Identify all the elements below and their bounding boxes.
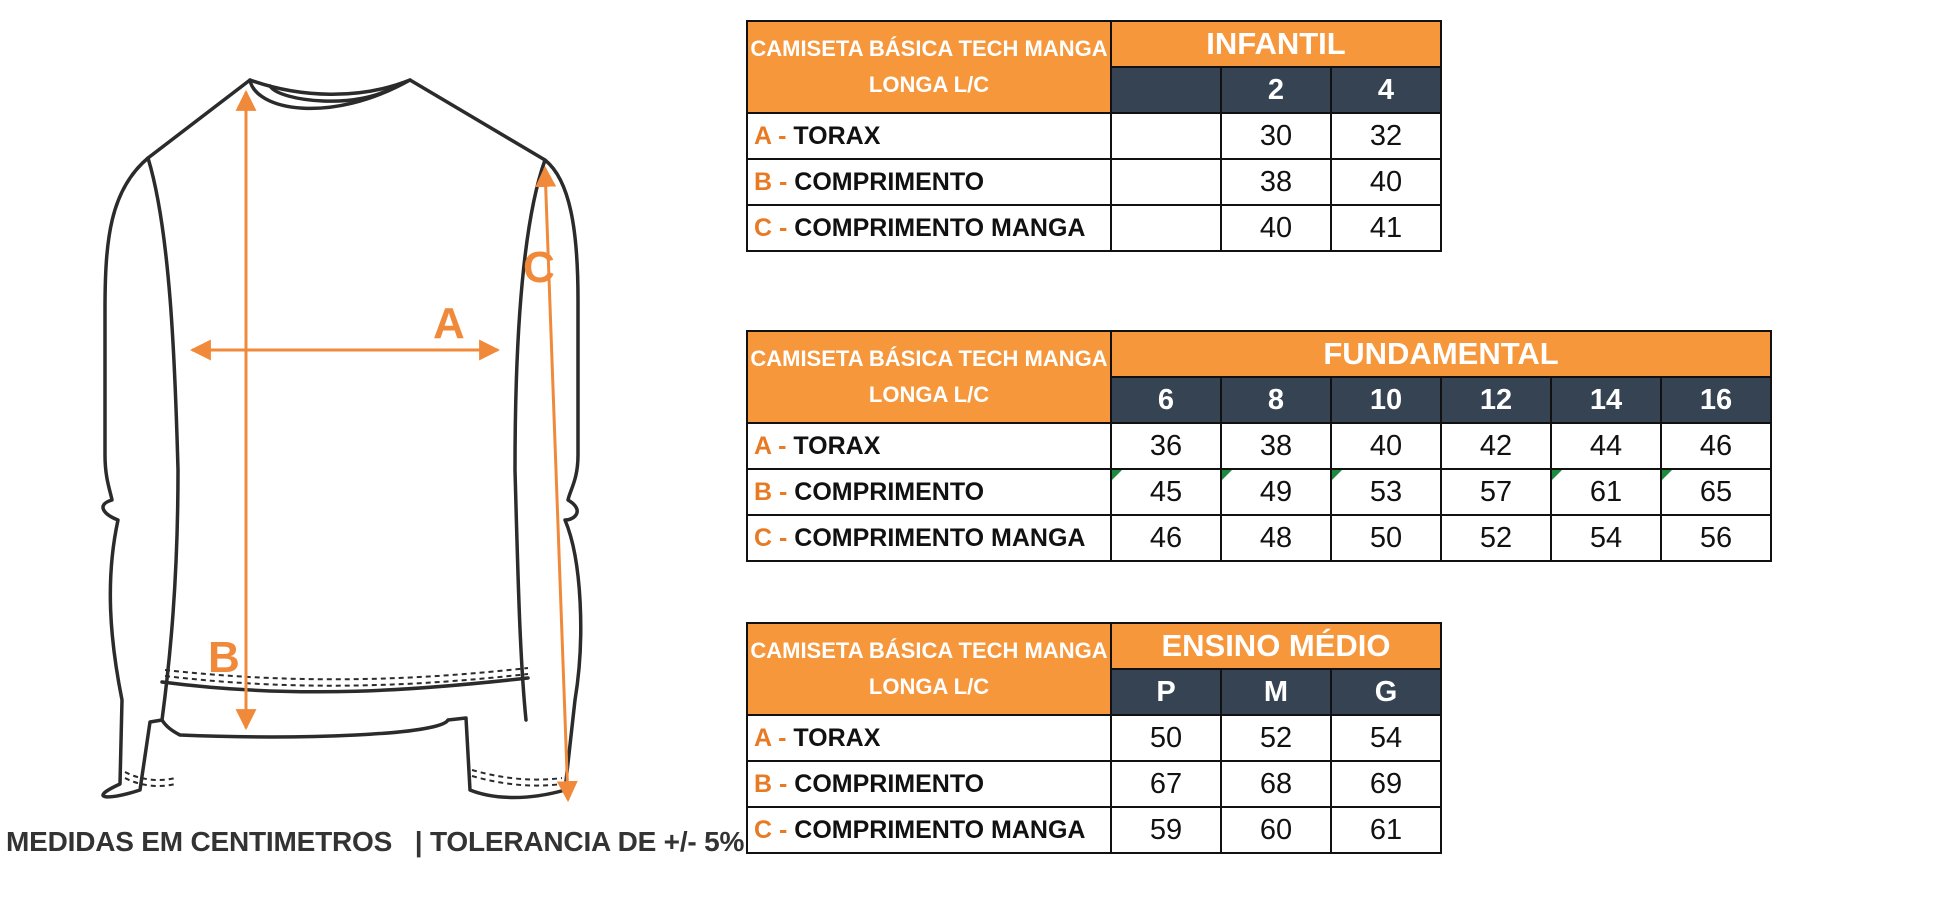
size-header: 8 <box>1221 377 1331 423</box>
measure-name: TORAX <box>793 723 881 752</box>
value-cell: 54 <box>1551 515 1661 561</box>
value-cell: 59 <box>1111 807 1221 853</box>
value-cell: 68 <box>1221 761 1331 807</box>
measure-letter: C - <box>754 213 788 242</box>
value-cell: 53 <box>1331 469 1441 515</box>
measure-letter: A - <box>754 431 787 460</box>
measure-letter: A - <box>754 121 787 150</box>
measure-letter: B - <box>754 769 788 798</box>
measure-label <box>747 715 1111 761</box>
measure-label <box>747 423 1111 469</box>
value-cell: 46 <box>1661 423 1771 469</box>
value-cell: 42 <box>1441 423 1551 469</box>
product-name-line2: LONGA L/C <box>868 674 990 699</box>
group-header: ENSINO MÉDIO <box>1111 623 1441 669</box>
measure-label <box>747 515 1111 561</box>
measurement-note: MEDIDAS EM CENTIMETROS | TOLERANCIA DE +/- 5% <box>6 826 745 857</box>
value-cell: 30 <box>1221 113 1331 159</box>
size-header <box>1111 67 1221 113</box>
label-b: B <box>208 633 240 682</box>
measure-letter: B - <box>754 477 788 506</box>
size-header: 16 <box>1661 377 1771 423</box>
measure-name: COMPRIMENTO <box>794 769 985 798</box>
table-row <box>747 159 1441 205</box>
value-cell: 65 <box>1661 469 1771 515</box>
label-c: C <box>523 243 555 292</box>
measure-letter: A - <box>754 723 787 752</box>
value-cell: 60 <box>1221 807 1331 853</box>
value-cell: 40 <box>1331 159 1441 205</box>
size-header: 14 <box>1551 377 1661 423</box>
product-name-line2: LONGA L/C <box>868 72 990 97</box>
value-cell: 52 <box>1221 715 1331 761</box>
value-cell: 44 <box>1551 423 1661 469</box>
value-cell: 38 <box>1221 423 1331 469</box>
value-cell: 50 <box>1111 715 1221 761</box>
table-row <box>747 423 1771 469</box>
value-cell: 61 <box>1551 469 1661 515</box>
value-cell: 67 <box>1111 761 1221 807</box>
product-name-line1: CAMISETA BÁSICA TECH MANGA <box>750 638 1108 663</box>
measure-label <box>747 761 1111 807</box>
shirt-diagram <box>0 0 600 820</box>
measure-label <box>747 205 1111 251</box>
measure-letter: C - <box>754 815 788 844</box>
value-cell <box>1111 159 1221 205</box>
measure-letter: C - <box>754 523 788 552</box>
product-name-line2: LONGA L/C <box>868 382 990 407</box>
size-table-ensino-medio <box>746 622 1442 854</box>
value-cell: 46 <box>1111 515 1221 561</box>
value-cell: 61 <box>1331 807 1441 853</box>
value-cell: 50 <box>1331 515 1441 561</box>
size-header: 6 <box>1111 377 1221 423</box>
table-row <box>747 469 1771 515</box>
product-name-cell <box>747 331 1111 423</box>
size-header: 2 <box>1221 67 1331 113</box>
size-header: M <box>1221 669 1331 715</box>
value-cell: 45 <box>1111 469 1221 515</box>
measure-label <box>747 113 1111 159</box>
measure-name: COMPRIMENTO <box>794 167 985 196</box>
group-header: FUNDAMENTAL <box>1111 331 1771 377</box>
value-cell: 40 <box>1331 423 1441 469</box>
value-cell: 56 <box>1661 515 1771 561</box>
table-row <box>747 761 1441 807</box>
measure-label <box>747 807 1111 853</box>
table-row <box>747 807 1441 853</box>
size-header: 12 <box>1441 377 1551 423</box>
measure-name: COMPRIMENTO MANGA <box>794 523 1086 552</box>
value-cell: 69 <box>1331 761 1441 807</box>
product-name-cell <box>747 623 1111 715</box>
value-cell: 38 <box>1221 159 1331 205</box>
value-cell: 54 <box>1331 715 1441 761</box>
measure-name: COMPRIMENTO MANGA <box>794 815 1086 844</box>
measure-name: COMPRIMENTO <box>794 477 985 506</box>
value-cell: 57 <box>1441 469 1551 515</box>
measure-name: COMPRIMENTO MANGA <box>794 213 1086 242</box>
product-name-line1: CAMISETA BÁSICA TECH MANGA <box>750 346 1108 371</box>
size-table-fundamental <box>746 330 1772 562</box>
table-row <box>747 113 1441 159</box>
measure-name: TORAX <box>793 121 881 150</box>
product-name-line1: CAMISETA BÁSICA TECH MANGA <box>750 36 1108 61</box>
measure-letter: B - <box>754 167 788 196</box>
measure-label <box>747 469 1111 515</box>
size-header: G <box>1331 669 1441 715</box>
group-header: INFANTIL <box>1111 21 1441 67</box>
measure-label <box>747 159 1111 205</box>
value-cell: 52 <box>1441 515 1551 561</box>
product-name-cell <box>747 21 1111 113</box>
table-row <box>747 205 1441 251</box>
size-header: 10 <box>1331 377 1441 423</box>
table-row <box>747 715 1441 761</box>
value-cell: 36 <box>1111 423 1221 469</box>
value-cell <box>1111 113 1221 159</box>
value-cell: 41 <box>1331 205 1441 251</box>
measure-name: TORAX <box>793 431 881 460</box>
value-cell: 32 <box>1331 113 1441 159</box>
size-header: 4 <box>1331 67 1441 113</box>
table-row <box>747 515 1771 561</box>
label-a: A <box>433 299 465 348</box>
size-table-infantil <box>746 20 1442 252</box>
value-cell: 40 <box>1221 205 1331 251</box>
value-cell <box>1111 205 1221 251</box>
value-cell: 48 <box>1221 515 1331 561</box>
value-cell: 49 <box>1221 469 1331 515</box>
size-header: P <box>1111 669 1221 715</box>
